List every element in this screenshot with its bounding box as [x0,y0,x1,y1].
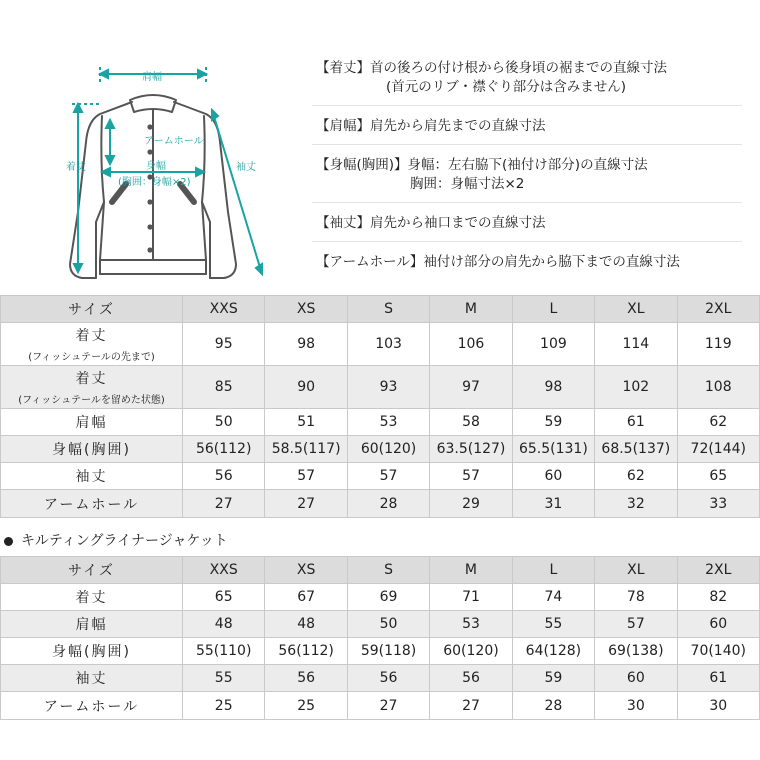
table-cell: 50 [183,409,265,436]
table-row [1,584,760,611]
section-title-text: キルティングライナージャケット [21,533,228,549]
table-row [1,490,760,518]
table-cell: 57 [265,463,347,490]
table-cell: 51 [265,409,347,436]
table-header-row [1,557,760,584]
header-size: XL [595,557,677,584]
table-cell: 72(144) [677,436,759,463]
table-cell: 28 [512,692,594,720]
table-cell: 57 [347,463,429,490]
definition-length [312,55,742,106]
table-cell: 56 [347,665,429,692]
table-cell: 25 [265,692,347,720]
table-cell: 58.5(117) [265,436,347,463]
table-cell: 65 [183,584,265,611]
definition-line: 【袖丈】肩先から袖口までの直線寸法 [316,215,546,231]
table-cell: 93 [347,366,429,409]
table-cell: 65.5(131) [512,436,594,463]
jacket-diagram [0,52,300,290]
table-cell: 60 [595,665,677,692]
table-cell: 56 [265,665,347,692]
row-label: 袖丈 [1,665,183,692]
table-cell: 109 [512,323,594,366]
table-cell: 56(112) [265,638,347,665]
row-label [1,366,183,409]
header-size: XXS [183,296,265,323]
table-cell: 30 [677,692,759,720]
table-row [1,463,760,490]
table-row [1,638,760,665]
table-cell: 55 [512,611,594,638]
table-cell: 74 [512,584,594,611]
table-cell: 102 [595,366,677,409]
table-cell: 58 [430,409,512,436]
label-length: 着丈 [66,162,86,173]
definition-armhole [312,249,742,280]
table-cell: 61 [595,409,677,436]
table-cell: 29 [430,490,512,518]
table-cell: 108 [677,366,759,409]
jacket-illustration [0,52,300,290]
table-cell: 60 [677,611,759,638]
header-size: S [347,296,429,323]
table-cell: 69 [347,584,429,611]
definition-line: 胸囲：身幅寸法×2 [410,176,525,192]
header-size: 2XL [677,557,759,584]
table-cell: 32 [595,490,677,518]
definition-body-width [312,152,742,203]
table-row [1,692,760,720]
table-row [1,323,760,366]
header-size: 2XL [677,296,759,323]
table-cell: 97 [430,366,512,409]
table-cell: 90 [265,366,347,409]
row-label: 袖丈 [1,463,183,490]
row-label: アームホール [1,692,183,720]
table-cell: 55 [183,665,265,692]
size-table-liner [0,556,760,720]
header-size: M [430,557,512,584]
table-cell: 62 [595,463,677,490]
table-cell: 48 [183,611,265,638]
table-cell: 59 [512,665,594,692]
table-cell: 119 [677,323,759,366]
row-label [1,323,183,366]
table-row [1,436,760,463]
table-cell: 70(140) [677,638,759,665]
table-cell: 95 [183,323,265,366]
table-cell: 56 [183,463,265,490]
table-cell: 60(120) [347,436,429,463]
table-cell: 57 [595,611,677,638]
table-cell: 71 [430,584,512,611]
table-cell: 56(112) [183,436,265,463]
row-label-main: 着丈 [75,371,108,387]
table-cell: 98 [512,366,594,409]
table-cell: 59 [512,409,594,436]
table-row [1,409,760,436]
header-size-label: サイズ [1,557,183,584]
header-size: XL [595,296,677,323]
table-cell: 59(118) [347,638,429,665]
table-cell: 53 [347,409,429,436]
header-size: L [512,557,594,584]
table-cell: 68.5(137) [595,436,677,463]
table-cell: 85 [183,366,265,409]
row-label: 着丈 [1,584,183,611]
size-table-jacket [0,295,760,518]
table-cell: 33 [677,490,759,518]
table-cell: 48 [265,611,347,638]
table-cell: 78 [595,584,677,611]
table-cell: 69(138) [595,638,677,665]
table-cell: 82 [677,584,759,611]
row-label: 肩幅 [1,611,183,638]
table-cell: 114 [595,323,677,366]
definition-shoulder [312,113,742,145]
label-body-width: 身幅 [146,161,166,172]
table-cell: 30 [595,692,677,720]
bullet-icon [4,537,13,546]
table-cell: 60 [512,463,594,490]
table-cell: 64(128) [512,638,594,665]
definition-line: (首元のリブ・襟ぐり部分は含みません) [386,79,627,95]
header-size-label: サイズ [1,296,183,323]
table-cell: 27 [265,490,347,518]
table-row [1,366,760,409]
table-cell: 57 [430,463,512,490]
label-shoulder: 肩幅 [142,72,162,83]
table-row [1,611,760,638]
section-title-liner [4,530,228,550]
table-cell: 60(120) [430,638,512,665]
row-label: 身幅(胸囲) [1,436,183,463]
table-row [1,665,760,692]
definition-line: 【身幅(胸囲)】身幅：左右脇下(袖付け部分)の直線寸法 [316,157,648,173]
table-cell: 106 [430,323,512,366]
row-label-main: 着丈 [75,328,108,344]
header-size: XS [265,557,347,584]
row-label: アームホール [1,490,183,518]
label-sleeve: 袖丈 [236,162,256,173]
table-cell: 31 [512,490,594,518]
table-header-row [1,296,760,323]
table-cell: 61 [677,665,759,692]
table-cell: 27 [430,692,512,720]
header-size: S [347,557,429,584]
table-cell: 67 [265,584,347,611]
definition-line: 【アームホール】袖付け部分の肩先から脇下までの直線寸法 [316,254,680,270]
table-cell: 63.5(127) [430,436,512,463]
table-cell: 28 [347,490,429,518]
table-cell: 56 [430,665,512,692]
header-size: L [512,296,594,323]
row-label: 肩幅 [1,409,183,436]
table-cell: 65 [677,463,759,490]
table-cell: 62 [677,409,759,436]
label-armhole: アームホール [144,136,204,147]
header-size: XXS [183,557,265,584]
table-cell: 103 [347,323,429,366]
header-size: XS [265,296,347,323]
label-chest: (胸囲：身幅×2) [118,177,191,188]
definition-line: 【着丈】首の後ろの付け根から後身頃の裾までの直線寸法 [316,60,667,76]
definition-line: 【肩幅】肩先から肩先までの直線寸法 [316,118,546,134]
row-label-sub: (フィッシュテールを留めた状態) [18,395,165,406]
table-cell: 50 [347,611,429,638]
table-cell: 25 [183,692,265,720]
measurement-definitions [312,55,742,287]
definition-sleeve [312,210,742,242]
header-size: M [430,296,512,323]
table-cell: 27 [183,490,265,518]
row-label-sub: (フィッシュテールの先まで) [28,352,155,363]
table-cell: 98 [265,323,347,366]
table-cell: 53 [430,611,512,638]
row-label: 身幅(胸囲) [1,638,183,665]
table-cell: 55(110) [183,638,265,665]
table-cell: 27 [347,692,429,720]
